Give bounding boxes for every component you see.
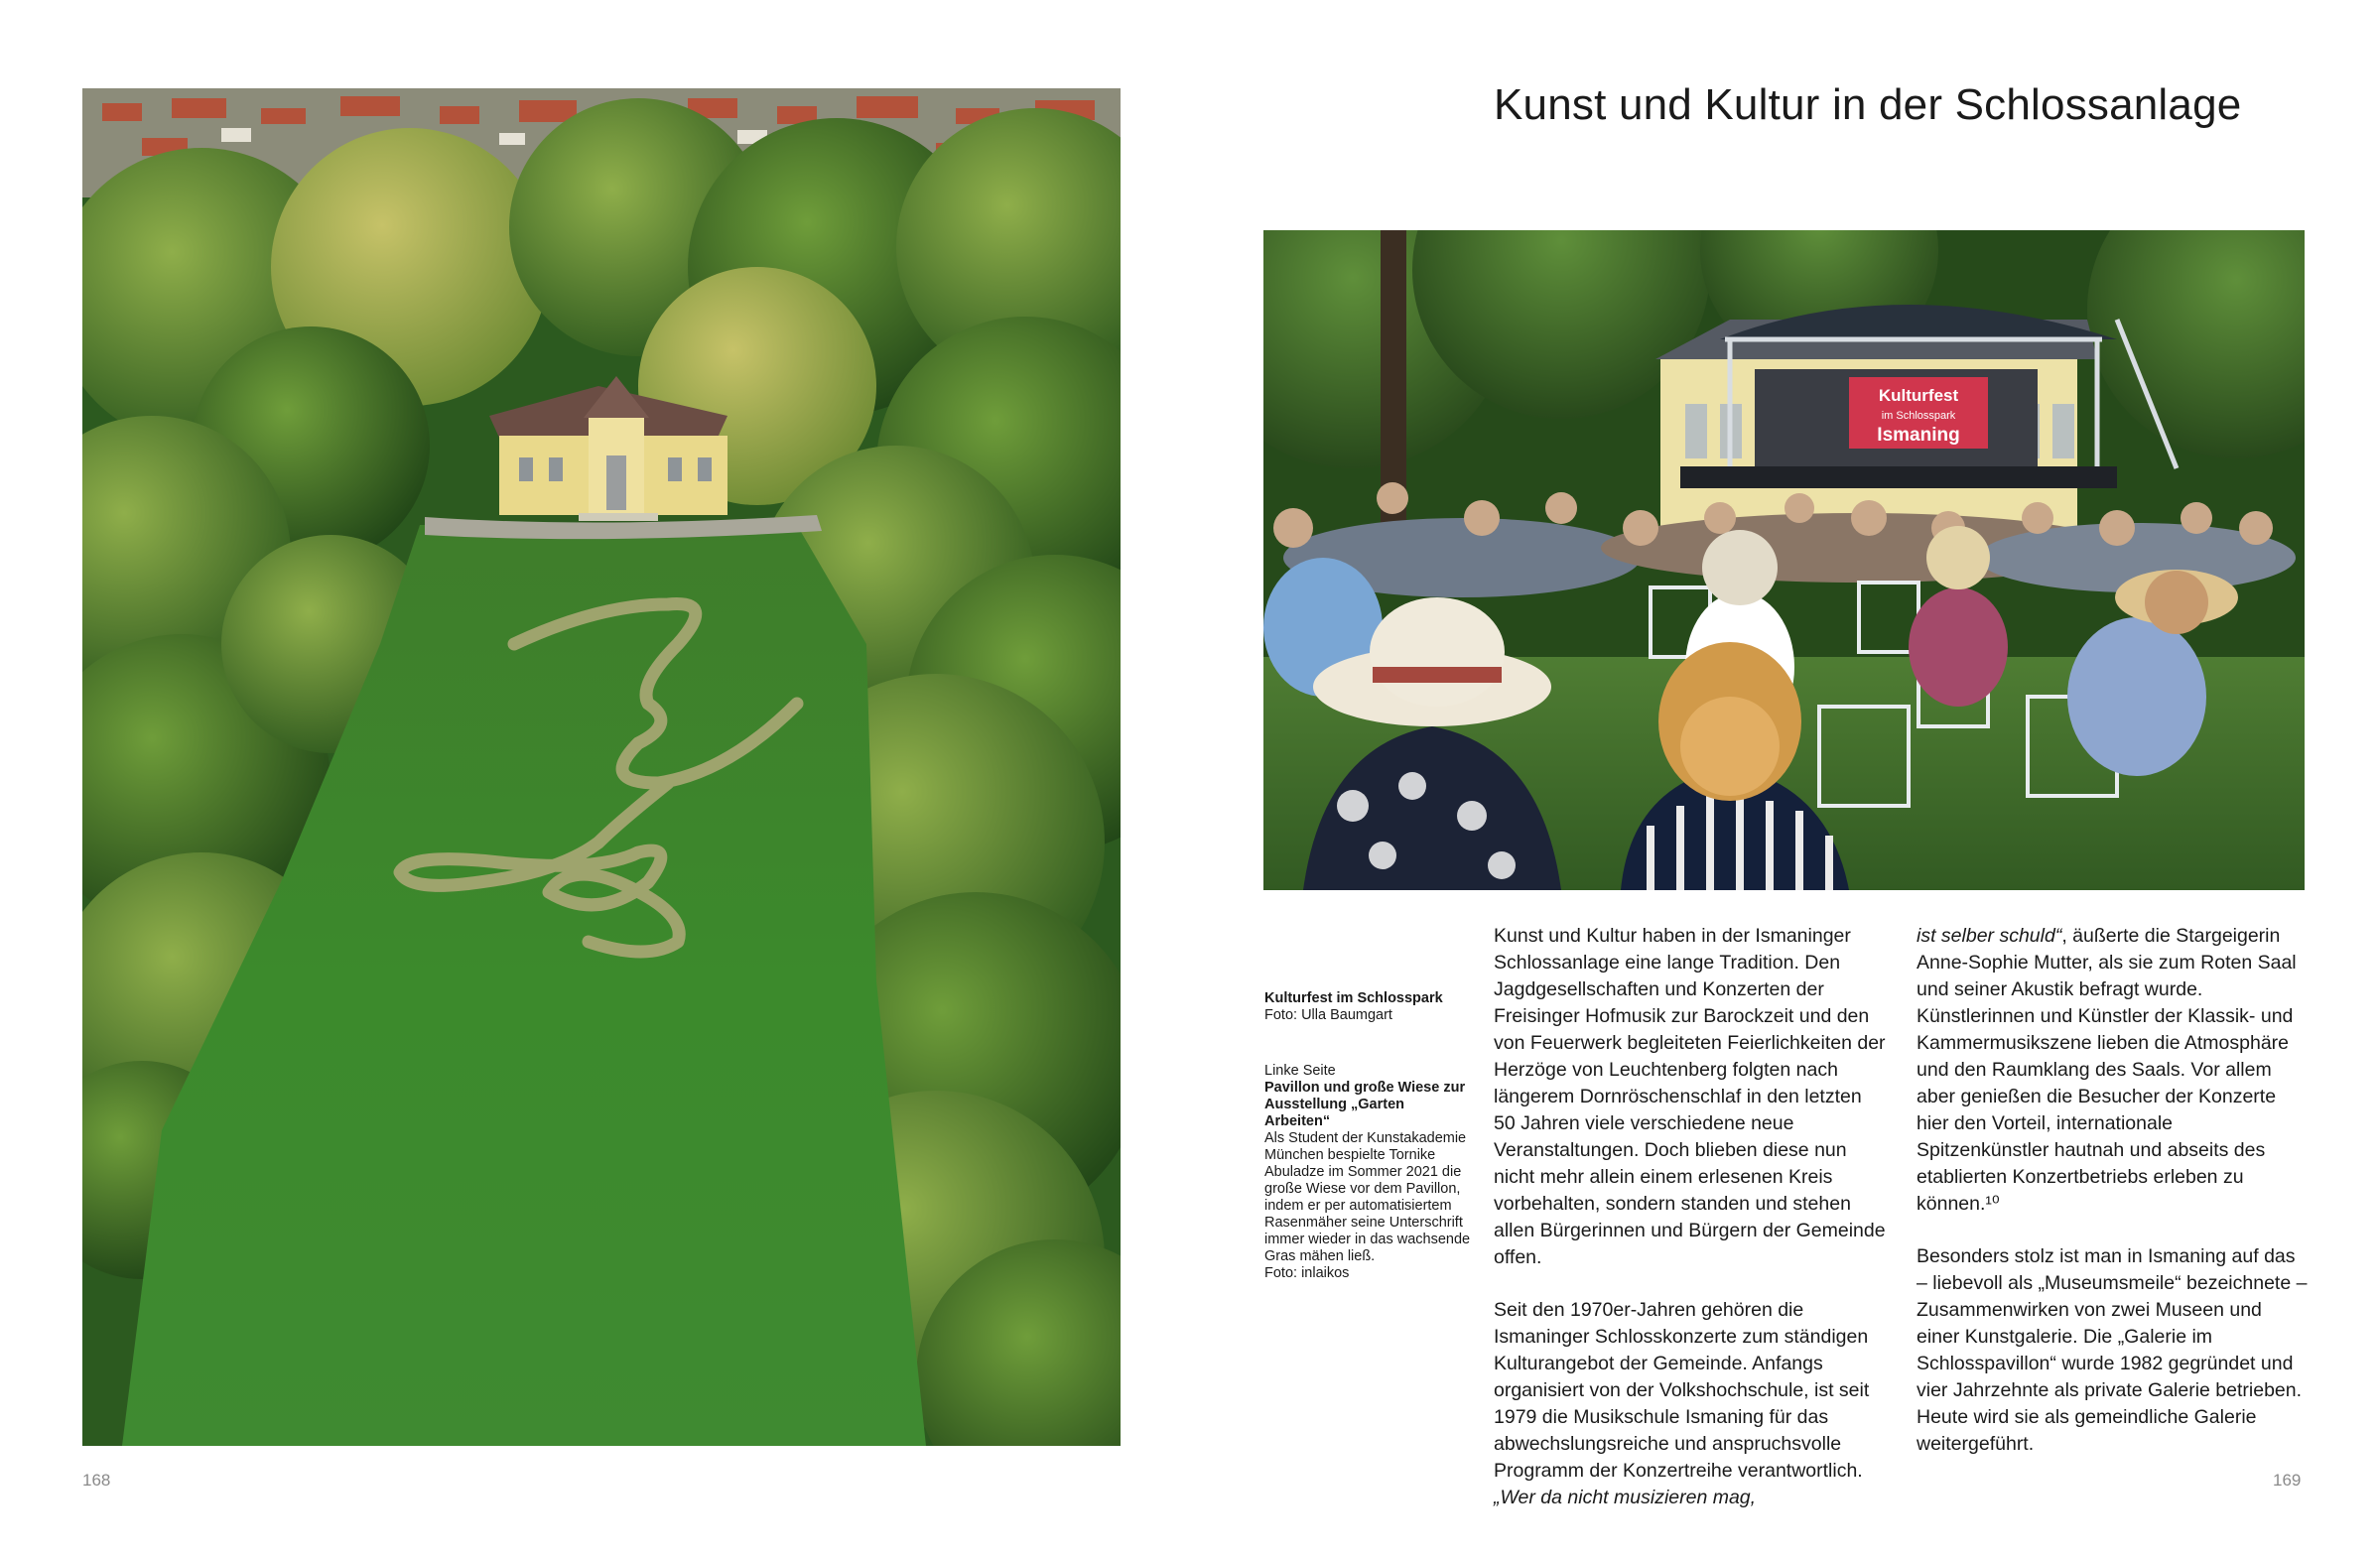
caption-text: Als Student der Kunstakademie München bespielte Tornike Abuladze im Sommer 2021 die große Wiese vor dem Pavillon, indem er per automatisiertem Rasenmäher seine Unterschrift immer wieder in das wachsende Gras mähen ließ. (1264, 1130, 1471, 1264)
caption-label: Linke Seite (1264, 1063, 1336, 1079)
body-paragraph: Besonders stolz ist man in Ismaning auf das – liebevoll als „Museumsmeile“ bezeichnete – Zusammenwirken von zwei Museen und einer Kunstgalerie. Die „Galerie im Schlosspavillon“ wurde 1982 gegründet und vier Jahrzehnte als private Galerie betrieben. Heute wird sie als gemeindliche Galerie weitergeführt. (1917, 1245, 2308, 1455)
body-paragraph: Kunst und Kultur haben in der Ismaninger Schlossanlage eine lange Tradition. Den Jagdgesellschaften und Konzerten der Freisinger Hofmusik zur Barockzeit und den von Feuerwerk begleiteten Feierlichkeiten der Herzöge von Leuchtenberg folgten nach längerem Dornröschenschlaf in den letzten 50 Jahren viele verschiedene neue Veranstaltungen. Doch blieben diese nun nicht mehr allein einem erlesenen Kreis vorbehalten, sondern standen und stehen allen Bürgerinnen und Bürgern der Gemeinde offen. (1494, 925, 1886, 1268)
page-number-right: 169 (2273, 1471, 2302, 1490)
aerial-photo-illustration (82, 88, 1121, 1446)
page-number-left: 168 (82, 1471, 111, 1490)
body-paragraph: ist selber schuld“, äußerte die Stargeigerin Anne-Sophie Mutter, als sie zum Roten Saal und seiner Akustik befragt wurde. Künstlerinnen und Künstler der Klassik- und Kammermusikszene lieben die Atmosphäre und den Raumklang des Saals. Vor allem aber genießen die Besucher der Konzerte hier den Vorteil, internationale Spitzenkünstler hautnah und abseits des etablierten Konzertbetriebs erleben zu können.¹⁰ (1917, 925, 2297, 1215)
concert-photo-illustration (1263, 230, 2305, 890)
left-page-caption (1264, 1063, 1473, 1282)
caption-credit: Foto: inlaikos (1264, 1265, 1350, 1281)
photo-caption (1264, 990, 1473, 1024)
stage-banner (1849, 377, 1988, 449)
body-column-1 (1494, 923, 1886, 1511)
caption-credit: Foto: Ulla Baumgart (1264, 1007, 1392, 1023)
caption-title: Pavillon und große Wiese zur Ausstellung „Garten Arbeiten“ (1264, 1080, 1466, 1129)
quote-text: ist selber schuld“ (1917, 925, 2062, 947)
body-column-2 (1917, 923, 2309, 1458)
svg-text:Kulturfest: Kulturfest (1878, 386, 1959, 405)
body-paragraph: Seit den 1970er-Jahren gehören die Ismaninger Schlosskonzerte zum ständigen Kulturangebot der Gemeinde. Anfangs organisiert von der Volkshochschule, ist seit 1979 die Musikschule Ismaning für das abwechslungsreiche und anspruchsvolle Programm der Konzertreihe verantwortlich. „Wer da nicht musizieren mag, (1494, 1299, 1870, 1508)
page-title: Kunst und Kultur in der Schlossanlage (1494, 80, 2242, 129)
aerial-park-photo (82, 88, 1121, 1446)
quote-text: „Wer da nicht musizieren mag, (1494, 1487, 1757, 1508)
concert-audience-photo (1263, 230, 2305, 890)
caption-title: Kulturfest im Schlosspark (1264, 990, 1443, 1006)
svg-text:Ismaning: Ismaning (1877, 425, 1960, 446)
svg-text:im Schlosspark: im Schlosspark (1881, 410, 1956, 422)
